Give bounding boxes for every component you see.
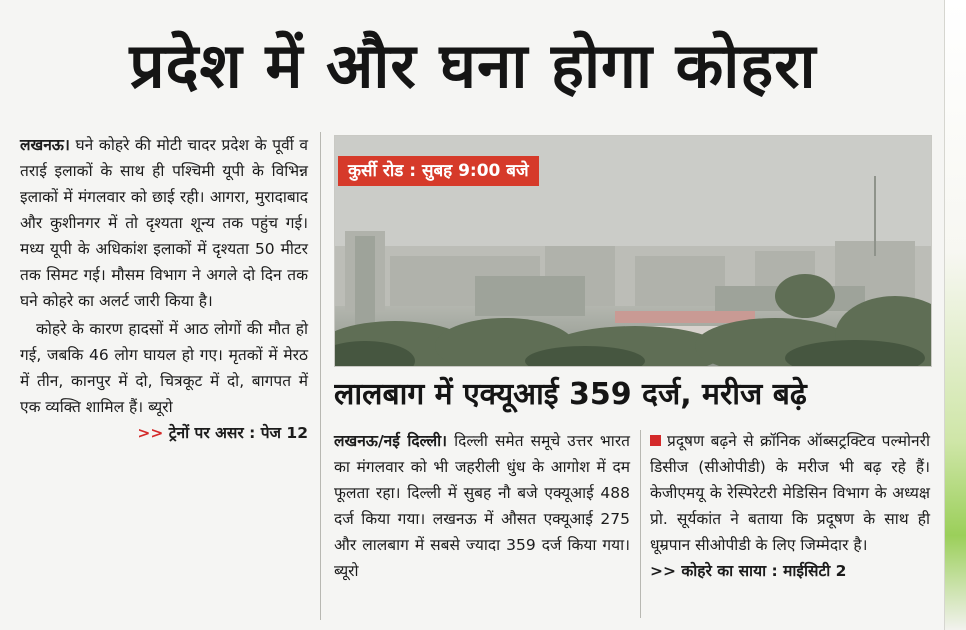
story2-right-text: प्रदूषण बढ़ने से क्रॉनिक ऑब्सट्रक्टिव पल्मोनरी डिसीज (सीओपीडी) के मरीज भी बढ़ रहे हैं। केजीएमयू के रेस्पिरेटरी मेडिसिन विभाग के अध्यक्ष प्रो. सूर्यकांत ने बताया कि प्रदूषण के साथ ही धूम्रपान सीओपीडी के लिए जिम्मेदार है।	[650, 432, 930, 554]
cross-reference-mycity	[650, 558, 930, 584]
left-column-article	[20, 132, 308, 622]
left-paragraph-1	[20, 132, 308, 314]
xref-arrow-icon: >>	[137, 424, 164, 442]
story2-right-column	[650, 428, 930, 618]
story2-dateline: लखनऊ/नई दिल्ली।	[334, 432, 448, 450]
story2-mid-text: दिल्ली समेत समूचे उत्तर भारत का मंगलवार को भी जहरीली धुंध के आगोश में दम फूलता रहा। दिल्ली में सुबह नौ बजे एक्यूआई 488 दर्ज किया गया। लखनऊ में औसत एक्यूआई 275 और लालबाग में सबसे ज्यादा 359 दर्ज किया गया। ब्यूरो	[334, 432, 630, 580]
story2-right-paragraph	[650, 428, 930, 558]
story2-headline: लालबाग में एक्यूआई 359 दर्ज, मरीज बढ़े	[334, 377, 807, 412]
square-bullet-icon	[650, 435, 661, 446]
story2-mid-paragraph	[334, 428, 630, 584]
xref-arrow-icon-2: >>	[650, 562, 676, 580]
cross-reference-trains	[20, 420, 308, 446]
left-paragraph-2: कोहरे के कारण हादसों में आठ लोगों की मौत हो गई, जबकि 46 लोग घायल हो गए। मृतकों में मेरठ में तीन, कानपुर में दो, चित्रकूट में दो, बागपत में एक व्यक्ति शामिल हैं। ब्यूरो	[20, 320, 308, 416]
xref-mycity-text: कोहरे का साया : माईसिटी 2	[675, 562, 847, 580]
left-para1-text: घने कोहरे की मोटी चादर प्रदेश के पूर्वी व तराई इलाकों के साथ ही पश्चिमी यूपी के विभिन्न इलाकों में मंगलवार को छाई रही। आगरा, मुरादाबाद और कुशीनगर में तो दृश्यता शून्य तक पहुंच गई। मध्य यूपी के अधिकांश इलाकों में दृश्यता 50 मीटर तक सिमट गई। मौसम विभाग ने अगले दो दिन तक घने कोहरे का अलर्ट जारी किया है।	[20, 136, 308, 310]
story2-divider	[640, 430, 641, 618]
dateline: लखनऊ।	[20, 136, 70, 154]
main-headline: प्रदेश में और घना होगा कोहरा	[129, 29, 817, 102]
photo-caption: कुर्सी रोड : सुबह 9:00 बजे	[338, 156, 539, 186]
xref-trains-text: ट्रेनों पर असर : पेज 12	[163, 424, 308, 442]
adjacent-page-edge	[944, 0, 966, 630]
column-divider	[320, 132, 321, 620]
story2-mid-column	[334, 428, 630, 618]
